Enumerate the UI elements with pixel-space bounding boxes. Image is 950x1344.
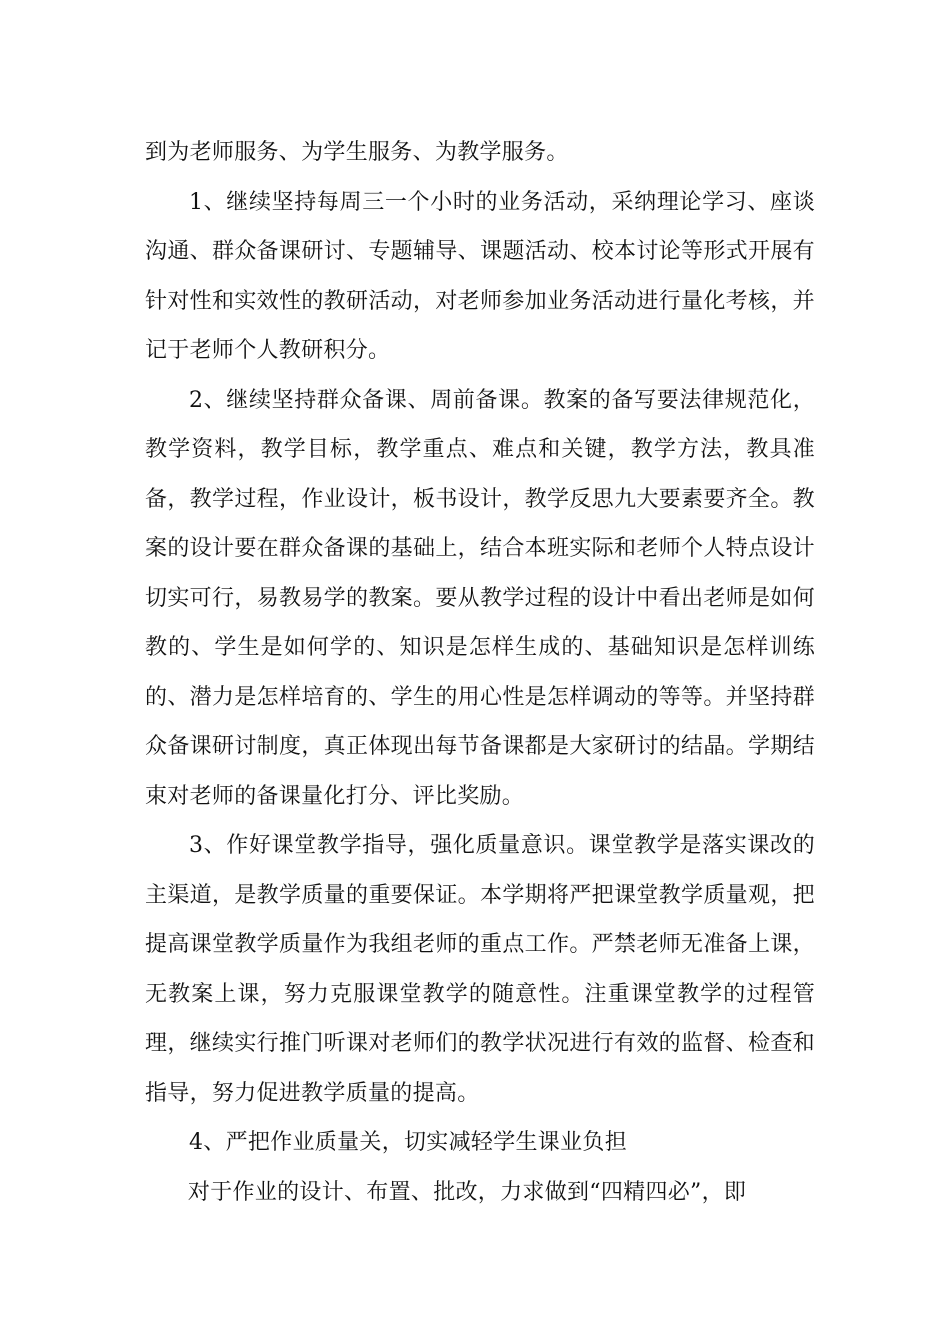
paragraph-item-4-heading: 4、严把作业质量关，切实减轻学生课业负担 (189, 1130, 627, 1155)
paragraph-item-3: 3、作好课堂教学指导，强化质量意识。课堂教学是落实课改的主渠道，是教学质量的重要保证。本学期将严把课堂教学质量观，把提高课堂教学质量作为我组老师的重点工作。严禁老师无准备上课，无教案上课，努力克服课堂教学的随意性。注重课堂教学的过程管理，继续实行推门听课对老师们的教学状况进行有效的监督、检查和指导，努力促进教学质量的提高。 (145, 833, 815, 1106)
paragraph-item-2: 2、继续坚持群众备课、周前备课。教案的备写要法律规范化，教学资料，教学目标，教学重点、难点和关键，教学方法，教具准备，教学过程，作业设计，板书设计，教学反思九大要素要齐全。教案的设计要在群众备课的基础上，结合本班实际和老师个人特点设计切实可行，易教易学的教案。要从教学过程的设计中看出老师是如何教的、学生是如何学的、知识是怎样生成的、基础知识是怎样训练的、潜力是怎样培育的、学生的用心性是怎样调动的等等。并坚持群众备课研讨制度，真正体现出每节备课都是大家研讨的结晶。学期结束对老师的备课量化打分、评比奖励。 (145, 387, 815, 809)
paragraph-item-1: 1、继续坚持每周三一个小时的业务活动，采纳理论学习、座谈沟通、群众备课研讨、专题辅导、课题活动、校本讨论等形式开展有针对性和实效性的教研活动，对老师参加业务活动进行量化考核，并记于老师个人教研积分。 (145, 189, 815, 363)
paragraph-homework: 对于作业的设计、布置、批改，力求做到“四精四必”，即 (187, 1179, 747, 1205)
paragraph-continuation: 到为老师服务、为学生服务、为教学服务。 (145, 140, 569, 165)
document-body (145, 128, 815, 1217)
